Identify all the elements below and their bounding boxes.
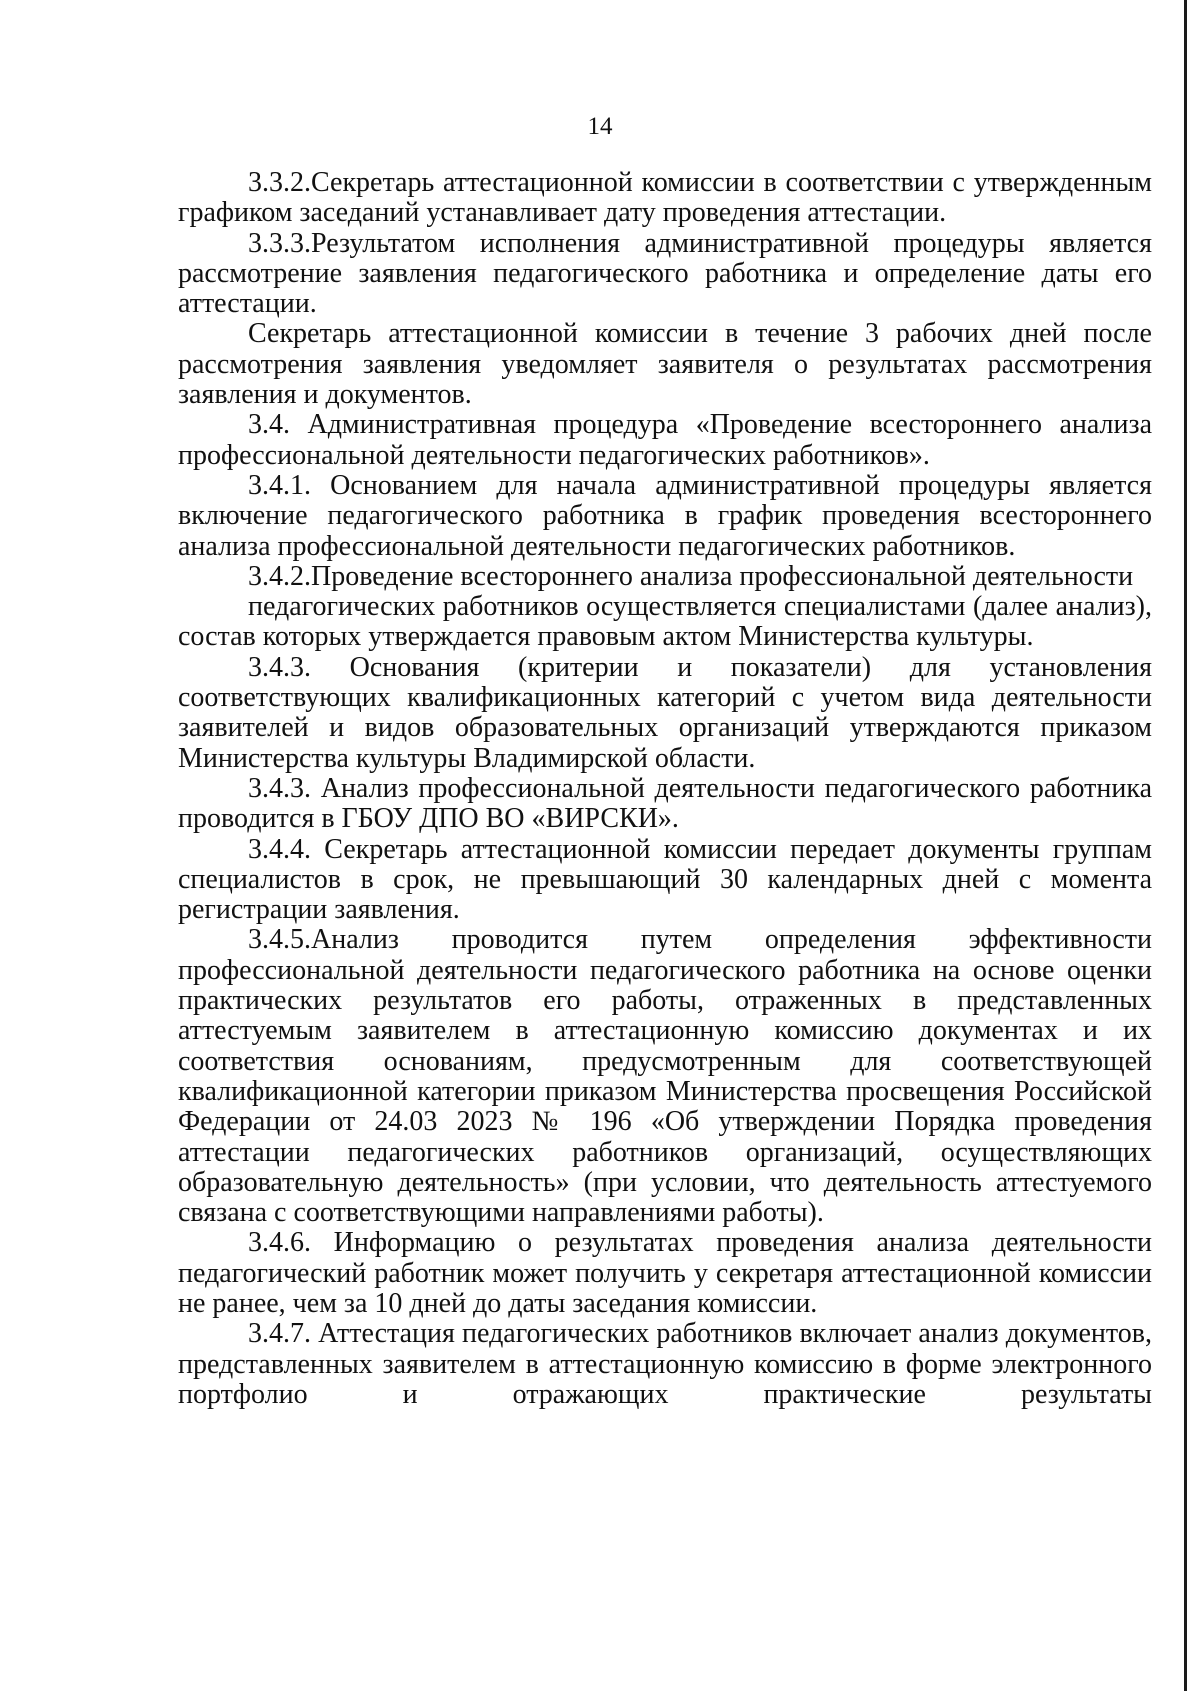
paragraph-3-4-6: 3.4.6. Информацию о результатах проведения анализа деятельности педагогический работник может получить у секретаря аттестационной комиссии не ранее, чем за 10 дней до даты заседания комиссии.	[178, 1227, 1152, 1319]
document-body	[178, 168, 1152, 1410]
paragraph-3-4-1: 3.4.1. Основанием для начала административной процедуры является включение педагогического работника в график проведения всестороннего анализа профессиональной деятельности педагогических работников.	[178, 469, 1152, 562]
paragraph-3-4-2-continued: педагогических работников осуществляется специалистами (далее анализ), состав которых утверждается правовым актом Министерства культуры.	[178, 591, 1152, 653]
paragraph-3-4-7: 3.4.7. Аттестация педагогических работников включает анализ документов, представленных заявителем в аттестационную комиссию в форме электронного портфолио и отражающих практические результаты	[178, 1318, 1152, 1410]
paragraph-3-4: 3.4. Административная процедура «Проведение всестороннего анализа профессиональной деятельности педагогических работников».	[178, 409, 1152, 471]
paragraph-secretary-notice: Секретарь аттестационной комиссии в течение 3 рабочих дней после рассмотрения заявления уведомляет заявителя о результатах рассмотрения заявления и документов.	[178, 318, 1152, 411]
page-number: 14	[587, 113, 613, 140]
paragraph-3-4-3-analysis: 3.4.3. Анализ профессиональной деятельности педагогического работника проводится в ГБОУ ДПО ВО «ВИРСКИ».	[178, 772, 1152, 835]
paragraph-3-4-2: 3.4.2.Проведение всестороннего анализа профессиональной деятельности	[248, 560, 1134, 592]
paragraph-3-3-3: 3.3.3.Результатом исполнения административной процедуры является рассмотрение заявления педагогического работника и определение даты его аттестации.	[178, 227, 1152, 320]
paragraph-3-4-4: 3.4.4. Секретарь аттестационной комиссии передает документы группам специалистов в срок, не превышающий 30 календарных дней с момента регистрации заявления.	[178, 833, 1152, 926]
paragraph-3-3-2: 3.3.2.Секретарь аттестационной комиссии в соответствии с утвержденным графиком заседаний устанавливает дату проведения аттестации.	[178, 167, 1152, 229]
page-edge-line	[1184, 0, 1187, 1691]
paragraph-3-4-5: 3.4.5.Анализ проводится путем определения эффективности профессиональной деятельности педагогического работника на основе оценки практических результатов его работы, отраженных в представленных аттестуемым заявителем в аттестационную комиссию документах и их соответствия основаниям, предусмотренным для соответствующей квалификационной категории приказом Министерства просвещения Российской Федерации от 24.03 2023 № 196 «Об утверждении Порядка проведения аттестации педагогических работников организаций, осуществляющих образовательную деятельность» (при условии, что деятельность аттестуемого связана с соответствующими направлениями работы).	[178, 924, 1152, 1229]
paragraph-3-4-3-criteria: 3.4.3. Основания (критерии и показатели) для установления соответствующих квалификационных категорий с учетом вида деятельности заявителей и видов образовательных организаций утверждаются приказом Министерства культуры Владимирской области.	[178, 651, 1152, 774]
